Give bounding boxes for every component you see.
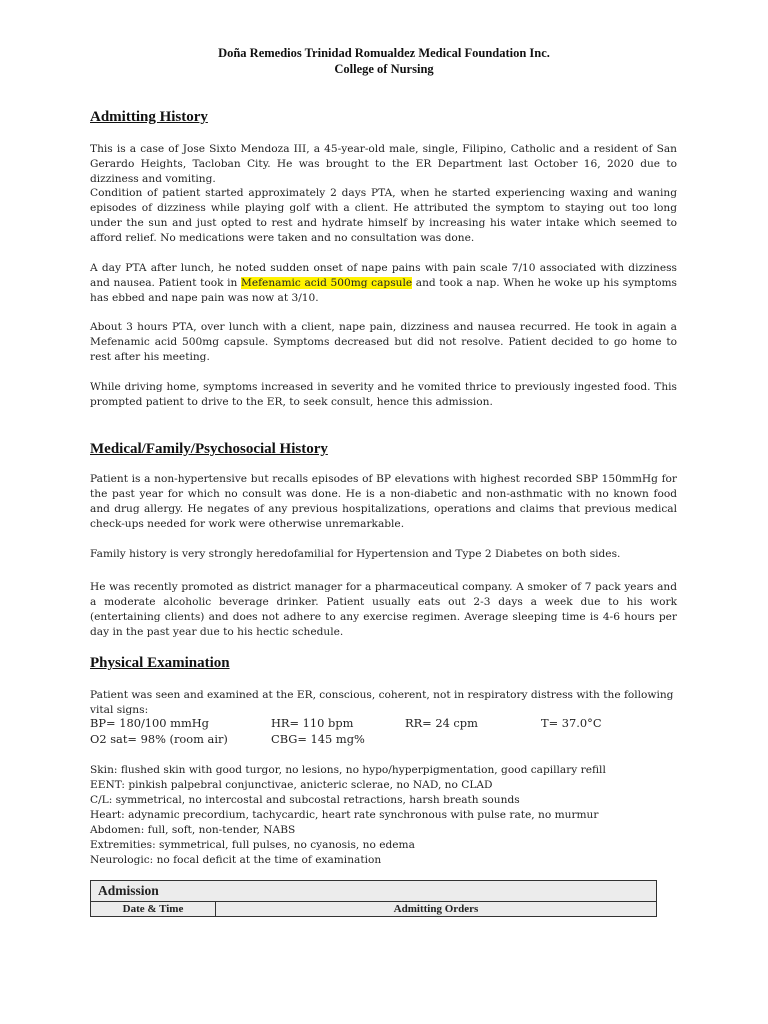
finding-neurologic: Neurologic: no focal deficit at the time of examination <box>90 854 382 866</box>
finding-skin: Skin: flushed skin with good turgor, no lesions, no hypo/hyperpigmentation, good capillary refill <box>90 764 606 776</box>
column-header-admitting-orders: Admitting Orders <box>216 902 657 917</box>
organization-name: Doña Remedios Trinidad Romualdez Medical Foundation Inc. <box>218 46 550 60</box>
admitting-history-paragraph-5: While driving home, symptoms increased in severity and he vomited thrice to previously ingested food. This prompted patient to drive to the ER, to seek consult, hence this admission. <box>90 381 677 408</box>
physical-exam-intro: Patient was seen and examined at the ER, conscious, coherent, not in respiratory distress with the following vital signs: <box>90 689 674 716</box>
admitting-history-heading: Admitting History <box>90 109 208 125</box>
vital-o2-sat: O2 sat= 98% (room air) <box>90 732 228 746</box>
family-history-paragraph: Family history is very strongly heredofamilial for Hypertension and Type 2 Diabetes on both sides. <box>90 548 621 560</box>
vital-hr: HR= 110 bpm <box>271 716 354 730</box>
finding-extremities: Extremities: symmetrical, full pulses, no cyanosis, no edema <box>90 839 415 851</box>
admitting-history-paragraph-2: Condition of patient started approximately 2 days PTA, when he started experiencing waxing and waning episodes of dizziness while playing golf with a client. He attributed the symptom to staying out too long under the sun and just opted to rest and hydrate himself by increasing his water intake which seemed to afford relief. No medications were taken and no consultation was done. <box>90 187 677 244</box>
physical-exam-heading: Physical Examination <box>90 655 230 671</box>
paragraph-3-text-before: A day PTA after lunch, he noted sudden onset of nape pains with pain scale 7/10 associated with dizziness and nausea. Patient took in <box>90 262 677 289</box>
admission-table <box>90 880 657 917</box>
vital-temp: T= 37.0°C <box>541 716 602 730</box>
medical-history-paragraph-1: Patient is a non-hypertensive but recalls episodes of BP elevations with highest recorded SBP 150mmHg for the past year for which no consult was done. He is a non-diabetic and non-asthmatic with no known food and drug allergy. He negates of any previous hospitalizations, operations and claims that previous medical check-ups needed for work were otherwise unremarkable. <box>90 473 677 530</box>
vital-bp: BP= 180/100 mmHg <box>90 716 209 730</box>
finding-chest-lungs: C/L: symmetrical, no intercostal and subcostal retractions, harsh breath sounds <box>90 794 520 806</box>
finding-heart: Heart: adynamic precordium, tachycardic, heart rate synchronous with pulse rate, no murmur <box>90 809 599 821</box>
column-header-date-time: Date & Time <box>91 902 216 917</box>
college-name: College of Nursing <box>334 62 434 76</box>
admitting-history-paragraph-1: This is a case of Jose Sixto Mendoza III, a 45-year-old male, single, Filipino, Catholic and a resident of San Gerardo Heights, Tacloban City. He was brought to the ER Department last October 16, 2020 due to dizziness and vomiting. <box>90 143 677 185</box>
exam-findings-list <box>90 763 677 868</box>
finding-abdomen: Abdomen: full, soft, non-tender, NABS <box>90 824 296 836</box>
psychosocial-history-paragraph: He was recently promoted as district manager for a pharmaceutical company. A smoker of 7 pack years and a moderate alcoholic beverage drinker. Patient usually eats out 2-3 days a week due to his work (entertaining clients) and does not adhere to any exercise regimen. Average sleeping time is 4-6 hours per day in the past year due to his hectic schedule. <box>90 581 677 638</box>
paragraph-3-text-after: and took a nap. When he woke up his symptoms has ebbed and nape pain was now at 3/10. <box>90 277 677 304</box>
finding-eent: EENT: pinkish palpebral conjunctivae, anicteric sclerae, no NAD, no CLAD <box>90 779 493 791</box>
vital-rr: RR= 24 cpm <box>405 716 478 730</box>
admitting-history-paragraph-4: About 3 hours PTA, over lunch with a client, nape pain, dizziness and nausea recurred. He took in again a Mefenamic acid 500mg capsule. Symptoms decreased but did not resolve. Patient decided to go home to rest after his meeting. <box>90 321 677 363</box>
vital-cbg: CBG= 145 mg% <box>271 732 365 746</box>
admitting-history-paragraph-3 <box>90 261 677 306</box>
medication-highlight: Mefenamic acid 500mg capsule <box>241 277 413 289</box>
medical-history-heading: Medical/Family/Psychosocial History <box>90 441 328 457</box>
admission-table-title: Admission <box>91 881 657 902</box>
